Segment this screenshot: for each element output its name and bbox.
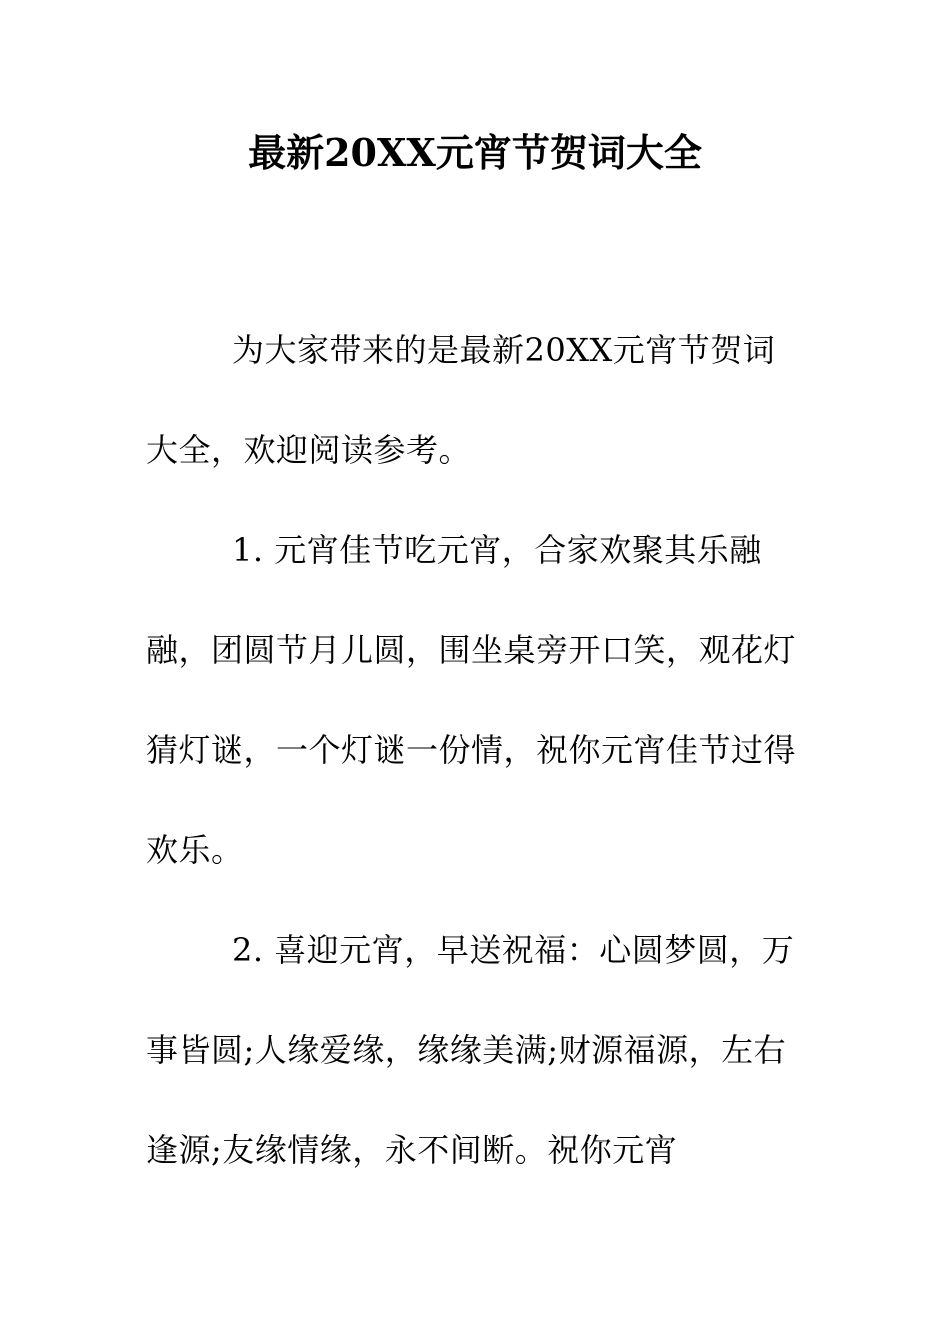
greeting-paragraph-2: 2. 喜迎元宵，早送祝福：心圆梦圆，万事皆圆;人缘爱缘，缘缘美满;财源福源，左右逢源;友缘情缘，永不间断。祝你元宵 (146, 931, 795, 1169)
intro-paragraph: 为大家带来的是最新20XX元宵节贺词大全，欢迎阅读参考。 (146, 331, 776, 469)
document-title: 最新20XX元宵节贺词大全 (248, 130, 702, 175)
greeting-paragraph-1: 1. 元宵佳节吃元宵，合家欢聚其乐融融，团圆节月儿圆，围坐桌旁开口笑，观花灯猜灯谜，一个灯谜一份情，祝你元宵佳节过得欢乐。 (146, 531, 797, 869)
document-body (146, 300, 806, 1200)
